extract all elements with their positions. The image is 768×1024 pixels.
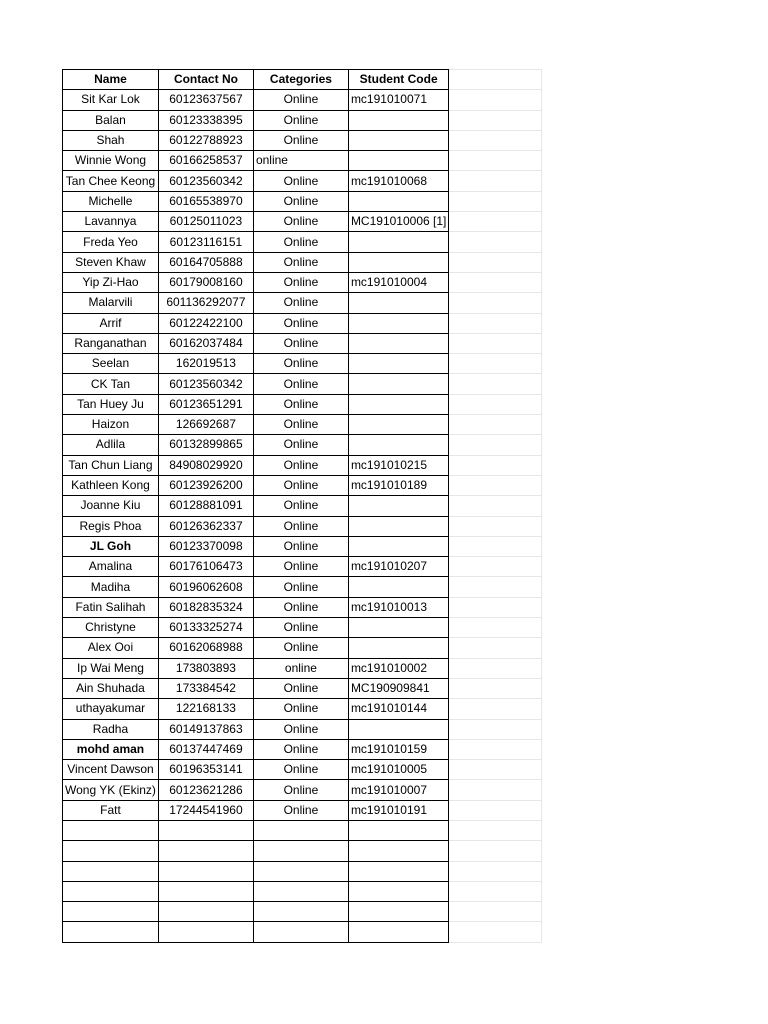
contact-cell[interactable]: 60123621286 (158, 780, 253, 800)
contact-cell[interactable]: 60125011023 (158, 212, 253, 232)
empty-cell[interactable] (449, 415, 542, 435)
category-cell[interactable] (253, 902, 348, 922)
empty-cell[interactable] (449, 435, 542, 455)
student-code-cell[interactable]: MC190909841 (348, 678, 448, 698)
table-row (63, 658, 542, 678)
student-code-cell[interactable] (348, 638, 448, 658)
table-row (63, 455, 542, 475)
student-code-cell[interactable]: mc191010144 (348, 699, 448, 719)
table-row (63, 232, 542, 252)
student-code-cell[interactable]: mc191010007 (348, 780, 448, 800)
name-cell[interactable]: Alex Ooi (63, 638, 159, 658)
empty-cell[interactable] (449, 455, 542, 475)
table-body (63, 90, 542, 942)
category-cell[interactable] (253, 861, 348, 881)
student-code-cell[interactable]: mc191010159 (348, 739, 448, 759)
table-row (63, 272, 542, 292)
name-cell[interactable]: Kathleen Kong (63, 475, 159, 495)
contact-cell[interactable]: 122168133 (158, 699, 253, 719)
spreadsheet-table (62, 69, 542, 943)
name-cell[interactable]: Ain Shuhada (63, 678, 159, 698)
contact-cell[interactable]: 60123637567 (158, 90, 253, 110)
category-cell[interactable]: Online (253, 293, 348, 313)
category-cell[interactable]: Online (253, 618, 348, 638)
table-row (63, 475, 542, 495)
contact-cell[interactable]: 60123116151 (158, 232, 253, 252)
table-row (63, 536, 542, 556)
contact-cell[interactable]: 60176106473 (158, 557, 253, 577)
category-cell[interactable]: online (253, 151, 348, 171)
contact-cell[interactable]: 60162037484 (158, 333, 253, 353)
contact-cell[interactable]: 60164705888 (158, 252, 253, 272)
student-code-cell[interactable] (348, 577, 448, 597)
empty-cell[interactable] (449, 760, 542, 780)
student-code-cell[interactable]: mc191010002 (348, 658, 448, 678)
contact-cell[interactable]: 162019513 (158, 354, 253, 374)
empty-cell[interactable] (449, 232, 542, 252)
category-cell[interactable]: Online (253, 232, 348, 252)
empty-cell[interactable] (449, 354, 542, 374)
student-code-cell[interactable] (348, 861, 448, 881)
student-code-cell[interactable] (348, 130, 448, 150)
name-cell[interactable]: Regis Phoa (63, 516, 159, 536)
table-row (63, 151, 542, 171)
contact-cell[interactable]: 60122788923 (158, 130, 253, 150)
table-row (63, 902, 542, 922)
empty-cell[interactable] (449, 658, 542, 678)
contact-cell[interactable]: 60196062608 (158, 577, 253, 597)
student-code-cell[interactable] (348, 313, 448, 333)
category-cell[interactable]: Online (253, 110, 348, 130)
category-cell[interactable]: Online (253, 313, 348, 333)
empty-cell[interactable] (449, 130, 542, 150)
name-cell[interactable]: Ip Wai Meng (63, 658, 159, 678)
empty-cell[interactable] (449, 90, 542, 110)
student-code-cell[interactable] (348, 536, 448, 556)
student-code-cell[interactable] (348, 374, 448, 394)
name-cell[interactable] (63, 861, 159, 881)
category-cell[interactable]: Online (253, 780, 348, 800)
category-cell[interactable]: Online (253, 577, 348, 597)
name-cell[interactable] (63, 820, 159, 840)
table-row (63, 313, 542, 333)
contact-cell[interactable]: 60123338395 (158, 110, 253, 130)
table-row (63, 90, 542, 110)
category-cell[interactable] (253, 881, 348, 901)
empty-cell[interactable] (449, 70, 542, 90)
name-cell[interactable]: Tan Huey Ju (63, 394, 159, 414)
table-row (63, 496, 542, 516)
name-cell[interactable]: Yip Zi-Hao (63, 272, 159, 292)
student-code-cell[interactable] (348, 252, 448, 272)
contact-cell[interactable]: 60123926200 (158, 475, 253, 495)
empty-cell[interactable] (449, 719, 542, 739)
table-row (63, 780, 542, 800)
name-cell[interactable]: mohd aman (63, 739, 159, 759)
name-cell[interactable]: Amalina (63, 557, 159, 577)
student-code-cell[interactable] (348, 232, 448, 252)
table-row (63, 881, 542, 901)
category-cell[interactable]: Online (253, 354, 348, 374)
table-row (63, 171, 542, 191)
empty-cell[interactable] (449, 212, 542, 232)
empty-cell[interactable] (449, 597, 542, 617)
student-code-cell[interactable] (348, 191, 448, 211)
student-code-cell[interactable] (348, 435, 448, 455)
student-code-cell[interactable] (348, 719, 448, 739)
name-cell[interactable]: Shah (63, 130, 159, 150)
contact-cell[interactable] (158, 861, 253, 881)
empty-cell[interactable] (449, 557, 542, 577)
student-code-cell[interactable]: mc191010191 (348, 800, 448, 820)
table-row (63, 739, 542, 759)
table-row (63, 760, 542, 780)
contact-cell[interactable] (158, 922, 253, 942)
contact-cell[interactable]: 60179008160 (158, 272, 253, 292)
category-cell[interactable]: Online (253, 475, 348, 495)
name-cell[interactable] (63, 841, 159, 861)
name-cell[interactable]: Steven Khaw (63, 252, 159, 272)
name-cell[interactable]: Michelle (63, 191, 159, 211)
header-student-code[interactable]: Student Code (348, 70, 448, 90)
contact-cell[interactable]: 60196353141 (158, 760, 253, 780)
header-row (63, 70, 542, 90)
category-cell[interactable]: Online (253, 130, 348, 150)
category-cell[interactable]: Online (253, 536, 348, 556)
category-cell[interactable]: Online (253, 272, 348, 292)
table-row (63, 922, 542, 942)
contact-cell[interactable]: 84908029920 (158, 455, 253, 475)
student-code-cell[interactable] (348, 841, 448, 861)
contact-cell[interactable]: 60123560342 (158, 171, 253, 191)
table-row (63, 394, 542, 414)
table-row (63, 841, 542, 861)
table-row (63, 212, 542, 232)
contact-cell[interactable]: 60122422100 (158, 313, 253, 333)
table-row (63, 597, 542, 617)
student-code-cell[interactable]: mc191010005 (348, 760, 448, 780)
contact-cell[interactable]: 601136292077 (158, 293, 253, 313)
table-row (63, 638, 542, 658)
table-row (63, 293, 542, 313)
name-cell[interactable]: Tan Chee Keong (63, 171, 159, 191)
empty-cell[interactable] (449, 922, 542, 942)
category-cell[interactable]: Online (253, 557, 348, 577)
contact-cell[interactable]: 60126362337 (158, 516, 253, 536)
student-code-cell[interactable]: mc191010004 (348, 272, 448, 292)
contact-cell[interactable]: 60123370098 (158, 536, 253, 556)
student-code-cell[interactable] (348, 496, 448, 516)
category-cell[interactable]: Online (253, 455, 348, 475)
table-row (63, 719, 542, 739)
empty-cell[interactable] (449, 394, 542, 414)
category-cell[interactable]: Online (253, 252, 348, 272)
empty-cell[interactable] (449, 171, 542, 191)
student-code-cell[interactable] (348, 881, 448, 901)
contact-cell[interactable]: 60133325274 (158, 618, 253, 638)
category-cell[interactable]: Online (253, 760, 348, 780)
category-cell[interactable]: Online (253, 719, 348, 739)
student-code-cell[interactable] (348, 820, 448, 840)
empty-cell[interactable] (449, 638, 542, 658)
student-code-cell[interactable]: mc191010071 (348, 90, 448, 110)
name-cell[interactable]: Winnie Wong (63, 151, 159, 171)
contact-cell[interactable]: 60166258537 (158, 151, 253, 171)
name-cell[interactable]: Adlila (63, 435, 159, 455)
name-cell[interactable]: Ranganathan (63, 333, 159, 353)
empty-cell[interactable] (449, 699, 542, 719)
category-cell[interactable]: Online (253, 171, 348, 191)
category-cell[interactable]: Online (253, 90, 348, 110)
category-cell[interactable] (253, 922, 348, 942)
student-code-cell[interactable]: mc191010207 (348, 557, 448, 577)
student-code-cell[interactable] (348, 333, 448, 353)
name-cell[interactable] (63, 922, 159, 942)
empty-cell[interactable] (449, 800, 542, 820)
contact-cell[interactable]: 60165538970 (158, 191, 253, 211)
table-row (63, 516, 542, 536)
contact-cell[interactable] (158, 881, 253, 901)
student-code-cell[interactable] (348, 922, 448, 942)
table-row (63, 618, 542, 638)
empty-cell[interactable] (449, 678, 542, 698)
category-cell[interactable]: Online (253, 374, 348, 394)
empty-cell[interactable] (449, 841, 542, 861)
table-row (63, 435, 542, 455)
category-cell[interactable]: Online (253, 496, 348, 516)
name-cell[interactable]: Tan Chun Liang (63, 455, 159, 475)
empty-cell[interactable] (449, 191, 542, 211)
name-cell[interactable]: Wong YK (Ekinz) (63, 780, 159, 800)
name-cell[interactable]: Madiha (63, 577, 159, 597)
contact-cell[interactable]: 173803893 (158, 658, 253, 678)
category-cell[interactable]: Online (253, 394, 348, 414)
student-code-cell[interactable] (348, 394, 448, 414)
category-cell[interactable]: Online (253, 333, 348, 353)
contact-cell[interactable]: 60123651291 (158, 394, 253, 414)
contact-cell[interactable]: 60162068988 (158, 638, 253, 658)
student-code-cell[interactable] (348, 151, 448, 171)
empty-cell[interactable] (449, 881, 542, 901)
contact-cell[interactable]: 60182835324 (158, 597, 253, 617)
contact-cell[interactable]: 60123560342 (158, 374, 253, 394)
contact-cell[interactable]: 126692687 (158, 415, 253, 435)
contact-cell[interactable]: 173384542 (158, 678, 253, 698)
category-cell[interactable] (253, 841, 348, 861)
contact-cell[interactable] (158, 820, 253, 840)
category-cell[interactable]: Online (253, 212, 348, 232)
student-code-cell[interactable]: mc191010013 (348, 597, 448, 617)
empty-cell[interactable] (449, 536, 542, 556)
category-cell[interactable] (253, 820, 348, 840)
table-row (63, 800, 542, 820)
name-cell[interactable]: uthayakumar (63, 699, 159, 719)
table-row (63, 374, 542, 394)
table-row (63, 557, 542, 577)
name-cell[interactable]: Joanne Kiu (63, 496, 159, 516)
category-cell[interactable]: Online (253, 638, 348, 658)
student-code-cell[interactable] (348, 110, 448, 130)
name-cell[interactable]: JL Goh (63, 536, 159, 556)
contact-cell[interactable]: 60137447469 (158, 739, 253, 759)
empty-cell[interactable] (449, 516, 542, 536)
empty-cell[interactable] (449, 902, 542, 922)
name-cell[interactable]: CK Tan (63, 374, 159, 394)
contact-cell[interactable] (158, 841, 253, 861)
empty-cell[interactable] (449, 780, 542, 800)
name-cell[interactable]: Arrif (63, 313, 159, 333)
table-row (63, 820, 542, 840)
contact-cell[interactable]: 60128881091 (158, 496, 253, 516)
student-code-cell[interactable] (348, 354, 448, 374)
name-cell[interactable]: Seelan (63, 354, 159, 374)
empty-cell[interactable] (449, 374, 542, 394)
category-cell[interactable]: Online (253, 435, 348, 455)
table-row (63, 333, 542, 353)
table-row (63, 699, 542, 719)
name-cell[interactable]: Freda Yeo (63, 232, 159, 252)
empty-cell[interactable] (449, 333, 542, 353)
student-code-cell[interactable] (348, 516, 448, 536)
name-cell[interactable]: Sit Kar Lok (63, 90, 159, 110)
name-cell[interactable] (63, 902, 159, 922)
student-code-cell[interactable] (348, 902, 448, 922)
contact-cell[interactable]: 60132899865 (158, 435, 253, 455)
student-code-cell[interactable] (348, 293, 448, 313)
empty-cell[interactable] (449, 272, 542, 292)
table-row (63, 577, 542, 597)
category-cell[interactable]: Online (253, 800, 348, 820)
name-cell[interactable]: Haizon (63, 415, 159, 435)
header-contact-no[interactable]: Contact No (158, 70, 253, 90)
empty-cell[interactable] (449, 293, 542, 313)
category-cell[interactable]: Online (253, 516, 348, 536)
name-cell[interactable]: Balan (63, 110, 159, 130)
category-cell[interactable]: Online (253, 597, 348, 617)
name-cell[interactable] (63, 881, 159, 901)
student-code-cell[interactable]: mc191010215 (348, 455, 448, 475)
table-row (63, 678, 542, 698)
table-row (63, 191, 542, 211)
name-cell[interactable]: Fatt (63, 800, 159, 820)
name-cell[interactable]: Radha (63, 719, 159, 739)
student-code-cell[interactable]: mc191010068 (348, 171, 448, 191)
empty-cell[interactable] (449, 110, 542, 130)
student-code-cell[interactable]: MC191010006 [1] (348, 212, 448, 232)
table-row (63, 252, 542, 272)
table-row (63, 130, 542, 150)
category-cell[interactable]: Online (253, 415, 348, 435)
empty-cell[interactable] (449, 151, 542, 171)
category-cell[interactable]: Online (253, 699, 348, 719)
student-code-cell[interactable]: mc191010189 (348, 475, 448, 495)
name-cell[interactable]: Lavannya (63, 212, 159, 232)
empty-cell[interactable] (449, 496, 542, 516)
table-row (63, 415, 542, 435)
category-cell[interactable]: online (253, 658, 348, 678)
empty-cell[interactable] (449, 313, 542, 333)
contact-cell[interactable]: 17244541960 (158, 800, 253, 820)
empty-cell[interactable] (449, 252, 542, 272)
category-cell[interactable]: Online (253, 739, 348, 759)
empty-cell[interactable] (449, 618, 542, 638)
category-cell[interactable]: Online (253, 191, 348, 211)
empty-cell[interactable] (449, 739, 542, 759)
contact-cell[interactable] (158, 902, 253, 922)
header-categories[interactable]: Categories (253, 70, 348, 90)
header-name[interactable]: Name (63, 70, 159, 90)
name-cell[interactable]: Vincent Dawson (63, 760, 159, 780)
empty-cell[interactable] (449, 475, 542, 495)
empty-cell[interactable] (449, 577, 542, 597)
name-cell[interactable]: Christyne (63, 618, 159, 638)
empty-cell[interactable] (449, 861, 542, 881)
empty-cell[interactable] (449, 820, 542, 840)
name-cell[interactable]: Malarvili (63, 293, 159, 313)
table-row (63, 110, 542, 130)
student-code-cell[interactable] (348, 415, 448, 435)
table-row (63, 354, 542, 374)
contact-cell[interactable]: 60149137863 (158, 719, 253, 739)
name-cell[interactable]: Fatin Salihah (63, 597, 159, 617)
table-row (63, 861, 542, 881)
student-code-cell[interactable] (348, 618, 448, 638)
category-cell[interactable]: Online (253, 678, 348, 698)
